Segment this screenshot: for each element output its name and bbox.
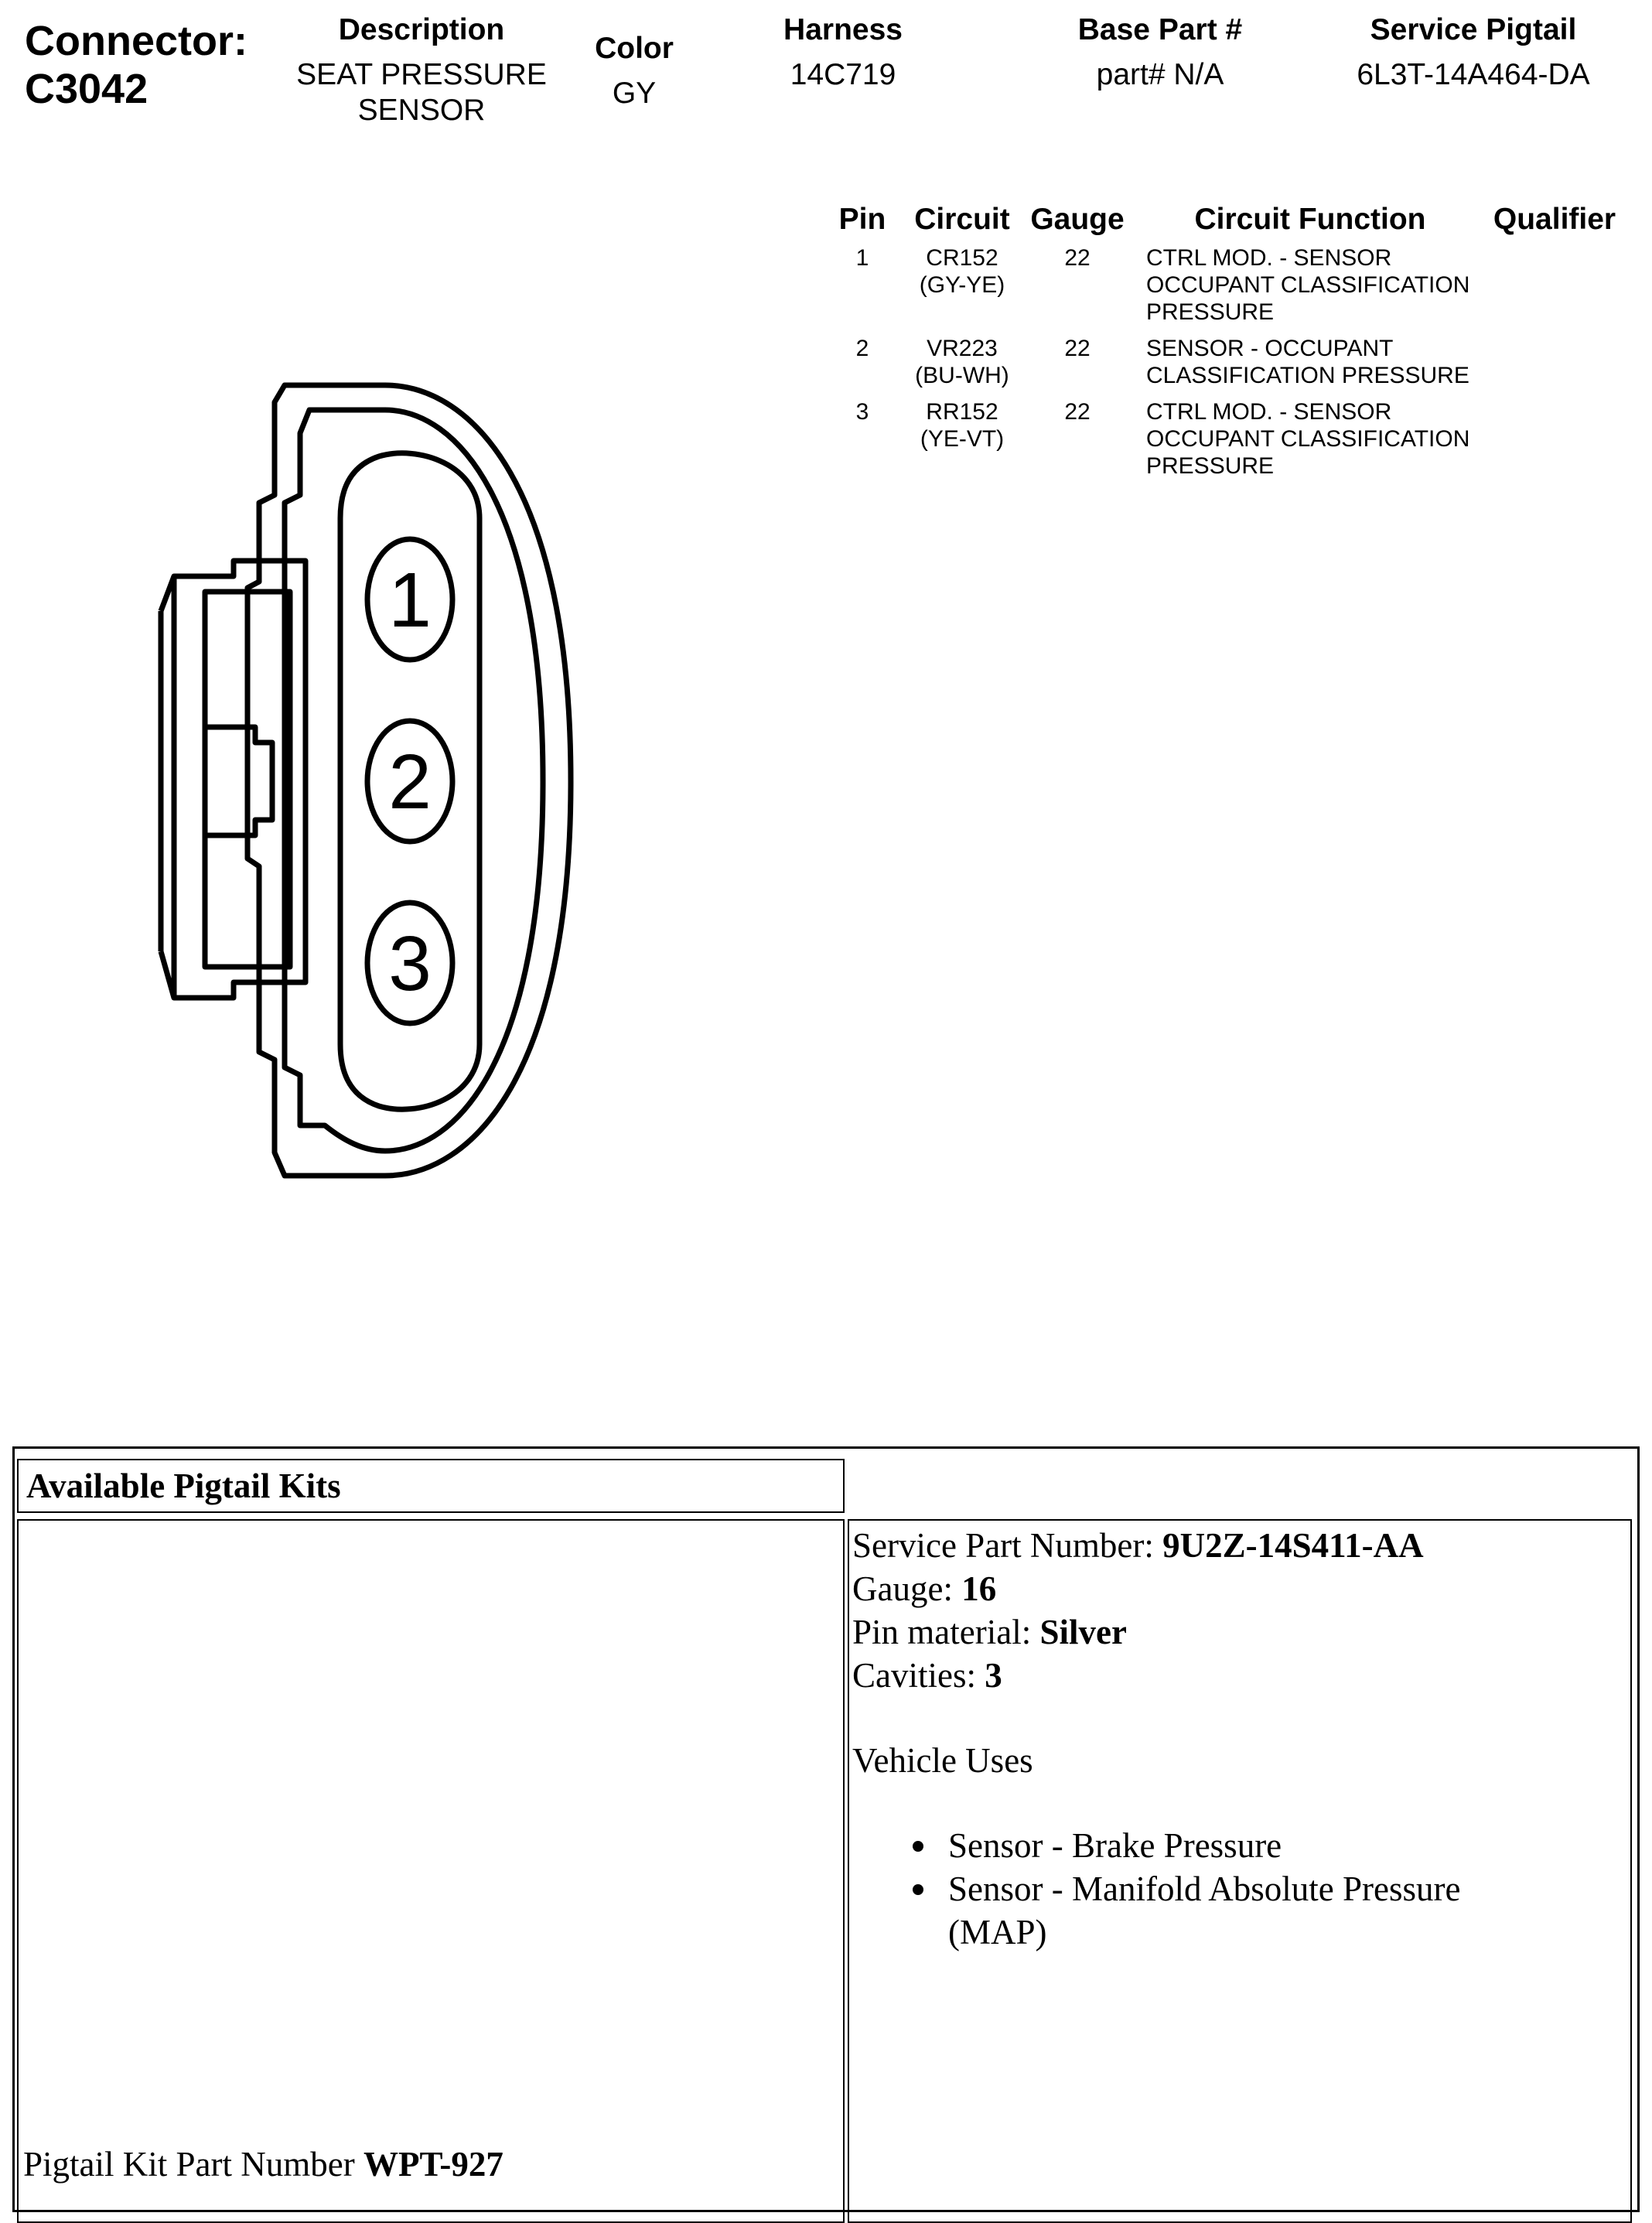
gauge-label: Gauge: xyxy=(852,1569,962,1608)
circuit-id: CR152 xyxy=(926,245,998,271)
cavity-3-label: 3 xyxy=(388,920,432,1007)
function-line: SENSOR - OCCUPANT xyxy=(1146,336,1394,361)
circuit-function-header: Circuit Function xyxy=(1194,203,1426,236)
wire-color: (BU-WH) xyxy=(915,363,1009,388)
pin-number: 3 xyxy=(855,399,869,425)
pin-material-value: Silver xyxy=(1039,1613,1127,1651)
cavities-label: Cavities: xyxy=(852,1656,985,1695)
connector-heading xyxy=(25,17,247,113)
harness-value: 14C719 xyxy=(790,58,896,91)
circuit-cell xyxy=(905,398,1019,489)
table-row xyxy=(820,244,1624,335)
wire-color: (GY-YE) xyxy=(919,272,1005,298)
vehicle-use-text: Sensor - Brake Pressure xyxy=(948,1826,1282,1865)
circuit-id: RR152 xyxy=(926,399,998,425)
gauge-header: Gauge xyxy=(1030,203,1125,236)
qualifier-value xyxy=(1485,335,1624,398)
circuit-function xyxy=(1135,398,1485,489)
connector-id: C3042 xyxy=(25,66,148,112)
pin-number: 2 xyxy=(855,336,869,361)
service-part-row xyxy=(852,1524,1618,1567)
list-item xyxy=(948,1824,1618,1867)
circuit-function xyxy=(1135,335,1485,398)
qualifier-value xyxy=(1485,398,1624,489)
kit-part-label: Pigtail Kit Part Number xyxy=(23,2145,364,2184)
description-column xyxy=(278,12,565,128)
service-pigtail-value: 6L3T-14A464-DA xyxy=(1357,58,1590,91)
circuit-cell xyxy=(905,335,1019,398)
function-line: PRESSURE xyxy=(1146,453,1275,479)
color-label: Color xyxy=(595,32,674,65)
function-line: PRESSURE xyxy=(1146,299,1275,325)
function-line: OCCUPANT CLASSIFICATION xyxy=(1146,272,1470,298)
pin-table xyxy=(820,203,1624,489)
gauge-value: 16 xyxy=(961,1569,997,1608)
circuit-cell xyxy=(905,244,1019,335)
pin-table-header-row xyxy=(820,203,1624,244)
description-value-line2: SENSOR xyxy=(357,94,486,127)
description-value-line1: SEAT PRESSURE xyxy=(296,58,547,91)
vehicle-use-text: Sensor - Manifold Absolute Pressure xyxy=(948,1870,1461,1908)
harness-column xyxy=(742,12,944,93)
cavities-row xyxy=(852,1654,1618,1697)
bullet-icon xyxy=(913,1884,923,1895)
circuit-function xyxy=(1135,244,1485,335)
latch-tab xyxy=(205,727,272,835)
pigtail-kit-image-cell xyxy=(17,1519,845,2223)
pigtail-kit-part-number xyxy=(23,2143,503,2186)
harness-label: Harness xyxy=(783,13,903,46)
table-row xyxy=(820,335,1624,398)
service-part-label: Service Part Number: xyxy=(852,1526,1163,1565)
service-pigtail-label: Service Pigtail xyxy=(1370,13,1577,46)
gauge-value: 22 xyxy=(1064,245,1091,271)
pin-number: 1 xyxy=(855,245,869,271)
vehicle-uses-title: Vehicle Uses xyxy=(852,1741,1033,1780)
pin-header: Pin xyxy=(838,203,886,236)
base-part-value: part# N/A xyxy=(1096,58,1224,91)
description-label: Description xyxy=(338,13,505,46)
color-value: GY xyxy=(612,77,657,110)
table-row xyxy=(820,398,1624,489)
pigtail-kits-title: Available Pigtail Kits xyxy=(17,1459,845,1513)
base-part-label: Base Part # xyxy=(1077,13,1243,46)
cavity-1-label: 1 xyxy=(388,557,432,644)
function-line: OCCUPANT CLASSIFICATION xyxy=(1146,426,1470,452)
qualifier-value xyxy=(1485,244,1624,335)
gauge-value: 22 xyxy=(1064,399,1091,425)
bullet-icon xyxy=(913,1841,923,1852)
function-line: CLASSIFICATION PRESSURE xyxy=(1146,363,1469,388)
qualifier-header: Qualifier xyxy=(1493,203,1616,236)
vehicle-uses-list xyxy=(852,1824,1618,1954)
vehicle-use-text-continued: (MAP) xyxy=(948,1913,1047,1952)
pin-material-row xyxy=(852,1610,1618,1654)
color-column xyxy=(565,31,704,111)
circuit-id: VR223 xyxy=(927,336,998,361)
circuit-header: Circuit xyxy=(914,203,1010,236)
function-line: CTRL MOD. - SENSOR xyxy=(1146,245,1392,271)
cavities-value: 3 xyxy=(985,1656,1002,1695)
gauge-row xyxy=(852,1567,1618,1610)
kit-part-value: WPT-927 xyxy=(363,2145,503,2184)
connector-label: Connector: xyxy=(25,18,247,64)
cavity-2-label: 2 xyxy=(388,739,432,825)
service-pigtail-column xyxy=(1307,12,1640,93)
base-part-column xyxy=(1036,12,1284,93)
gauge-value: 22 xyxy=(1064,336,1091,361)
pin-material-label: Pin material: xyxy=(852,1613,1040,1651)
connector-face-diagram xyxy=(147,379,580,1183)
list-item xyxy=(948,1867,1618,1954)
function-line: CTRL MOD. - SENSOR xyxy=(1146,399,1392,425)
pigtail-kit-info xyxy=(852,1524,1618,1954)
service-part-value: 9U2Z-14S411-AA xyxy=(1162,1526,1424,1565)
wire-color: (YE-VT) xyxy=(920,426,1005,452)
